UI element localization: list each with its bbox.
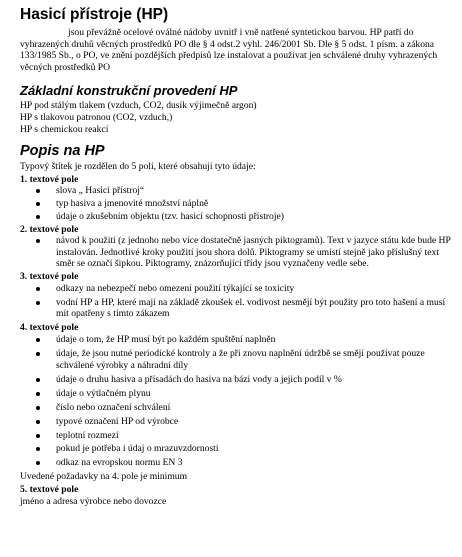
intro-paragraph: jsou převážně ocelové oválné nádoby uvnitř i vně natřené syntetickou barvou. HP patří do vyhrazených druhů věcných prostředků PO dle § 4 odst.2 vyhl. 246/2001 Sb. Dle § 5 odst. 1 písm. a zákona 133/1985 Sb., o PO, ve znění pozdějších předpisů lze instalovat a používat jen schválené druhy vyhrazených věcných prostředků PO [20, 27, 438, 73]
list-item: údaje o výtlačném plynu [56, 388, 454, 400]
field-label-2: 2. textové pole [20, 223, 79, 235]
list-item: typové označení HP od výrobce [56, 416, 454, 428]
construction-line: HP s chemickou reakcí [20, 123, 109, 135]
list-item: údaje, že jsou nutné periodické kontroly a že při znovu naplnění údržbě se smějí používat pouze schválené výrobky a náhradní díly [56, 348, 454, 371]
document-title: Hasicí přístroje (HP) [20, 6, 169, 23]
list-item: údaje o tom, že HP musí být po každém spuštění naplněn [56, 334, 454, 346]
field-label-5: 5. textové pole [20, 484, 79, 496]
list-item: odkazy na nebezpečí nebo omezení použití týkající se toxicity [56, 283, 454, 295]
list-item: údaje o druhu hasiva a přísadách do hasiva na bázi vody a jejich podíl v % [56, 374, 454, 386]
list-item: teplotní rozmezí [56, 430, 454, 442]
field-2-list [20, 235, 454, 270]
field-4-note: Uvedené požadavky na 4. pole je minimum [20, 471, 188, 483]
list-item: číslo nebo označení schválení [56, 402, 454, 414]
field-4-list [20, 334, 454, 469]
field-1-list [20, 185, 454, 222]
field-label-1: 1. textové pole [20, 173, 79, 185]
section-heading-popis: Popis na HP [20, 143, 105, 160]
field-3-list [20, 283, 454, 320]
list-item: vodní HP a HP, které mají na základě zkoušek el. vodivost nesmějí být použity pro toto hašení a musí mít opatřeny s tímto zákazem [56, 297, 454, 320]
list-item: údaje o zkušebním objektu (tzv. hasicí schopnosti přístroje) [56, 211, 454, 223]
construction-line: HP s tlakovou patronou (CO2, vzduch,) [20, 111, 173, 123]
list-item: pokud je potřeba i údaj o mrazuvzdornosti [56, 443, 454, 455]
construction-line: HP pod stálým tlakem (vzduch, CO2, dusík výjimečně argon) [20, 100, 257, 112]
section-heading-zakladni: Základní konstrukční provedení HP [20, 83, 238, 99]
list-item: odkaz na evropskou normu EN 3 [56, 457, 454, 469]
list-item: typ hasiva a jmenovité množství náplně [56, 198, 454, 210]
field-5-text: jméno a adresa výrobce nebo dovozce [20, 495, 167, 507]
field-label-3: 3. textové pole [20, 271, 79, 283]
list-item: návod k použití (z jednoho nebo více dostatečně jasných piktogramů). Text v jazyce státu kde bude HP instalován. Jednotlivé kroky použití jsou shora dolů. Piktogramy se umístí stejně jako příslušný text směr se označí šipkou. Piktogramy, znázorňující třídy jsou vyznačeny vedle sebe. [56, 235, 454, 270]
popis-lead: Typový štítek je rozdělen do 5 polí, které obsahují tyto údaje: [20, 161, 256, 173]
list-item: slova „ Hasicí přístroj“ [56, 185, 454, 197]
field-label-4: 4. textové pole [20, 322, 79, 334]
